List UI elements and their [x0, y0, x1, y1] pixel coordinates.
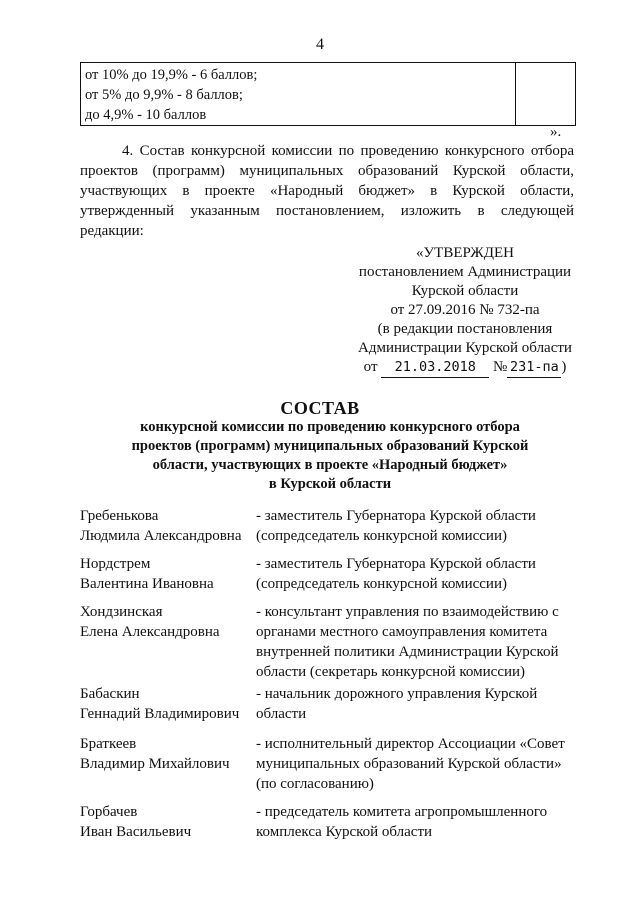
member-given-name: Елена Александровна: [80, 624, 220, 640]
member-role-line: - заместитель Губернатора Курской области: [256, 508, 536, 524]
member-role-line: (сопредседатель конкурсной комиссии): [256, 528, 507, 544]
approval-line: постановлением Администрации: [358, 264, 572, 280]
member-role-line: - исполнительный директор Ассоциации «Совет: [256, 736, 565, 752]
doc-subtitle: [100, 418, 560, 494]
approval-number: 231-па: [507, 358, 561, 378]
member-name: [80, 802, 256, 850]
member-role-line: (сопредседатель конкурсной комиссии): [256, 576, 507, 592]
member-role-line: - консультант управления по взаимодействию с: [256, 604, 559, 620]
member-role: [256, 554, 574, 602]
approval-stamp: [300, 244, 630, 378]
member-surname: Гребенькова: [80, 508, 159, 524]
member-name: [80, 734, 256, 802]
close-paren: ): [561, 359, 567, 375]
member-surname: Нордстрем: [80, 556, 151, 572]
approval-line: Администрации Курской области: [358, 340, 572, 356]
member-name: [80, 506, 256, 554]
member-role-line: области: [256, 706, 307, 722]
subtitle-line: в Курской области: [268, 476, 392, 492]
number-prefix: №: [493, 359, 508, 375]
member-given-name: Иван Васильевич: [80, 824, 192, 840]
page-number: 4: [316, 36, 324, 53]
score-line: от 5% до 9,9% - 8 баллов;: [85, 87, 243, 103]
member-surname: Хондзинская: [80, 604, 163, 620]
member-given-name: Валентина Ивановна: [80, 576, 214, 592]
member-role: [256, 734, 574, 802]
closing-quote: ».: [550, 124, 562, 140]
member-row: [80, 554, 580, 602]
member-surname: Бабаскин: [80, 686, 140, 702]
member-role: [256, 602, 574, 684]
score-table: [80, 62, 576, 126]
date-prefix: от: [363, 359, 378, 375]
approval-line: от 27.09.2016 № 732-па: [390, 302, 540, 318]
member-role-line: - начальник дорожного управления Курской: [256, 686, 538, 702]
member-row: [80, 802, 580, 850]
member-given-name: Геннадий Владимирович: [80, 706, 240, 722]
score-table-cell: [81, 63, 516, 125]
member-role-line: комплекса Курской области: [256, 824, 433, 840]
member-row: [80, 506, 580, 554]
member-row: [80, 734, 580, 802]
doc-title: СОСТАВ: [280, 398, 360, 418]
member-role-line: - председатель комитета агропромышленного: [256, 804, 548, 820]
approval-title: «УТВЕРЖДЕН: [416, 245, 514, 261]
subtitle-line: проектов (программ) муниципальных образований Курской: [131, 438, 529, 454]
member-given-name: Людмила Александровна: [80, 528, 242, 544]
member-surname: Браткеев: [80, 736, 137, 752]
score-line: до 4,9% - 10 баллов: [85, 107, 207, 123]
member-name: [80, 602, 256, 684]
paragraph-4: 4. Состав конкурсной комиссии по проведению конкурсного отбора проектов (программ) муниципальных образований Курской области, участвующих в проекте «Народный бюджет» в Курской области, утвержденный указанным постановлением, изложить в следующей редакции:: [80, 143, 574, 239]
approval-line: Курской области: [411, 283, 519, 299]
member-name: [80, 554, 256, 602]
member-role-line: муниципальных образований Курской области»: [256, 756, 562, 772]
approval-line: (в редакции постановления: [377, 321, 553, 337]
subtitle-line: конкурсной комиссии по проведению конкурсного отбора: [140, 419, 520, 435]
member-surname: Горбачев: [80, 804, 138, 820]
member-role-line: органами местного самоуправления комитета: [256, 624, 548, 640]
member-role-line: области (секретарь конкурсной комиссии): [256, 664, 526, 680]
member-role: [256, 802, 574, 850]
member-role-line: - заместитель Губернатора Курской области: [256, 556, 536, 572]
member-role-line: внутренней политики Администрации Курской: [256, 644, 559, 660]
member-row: [80, 602, 580, 684]
score-line: от 10% до 19,9% - 6 баллов;: [85, 67, 258, 83]
score-table-empty-cell: [516, 63, 575, 125]
member-given-name: Владимир Михайлович: [80, 756, 230, 772]
approval-date: 21.03.2018: [381, 358, 489, 378]
member-role: [256, 684, 574, 734]
approval-date-line: [300, 358, 630, 378]
member-role: [256, 506, 574, 554]
member-role-line: (по согласованию): [256, 776, 374, 792]
member-name: [80, 684, 256, 734]
member-list: [80, 506, 580, 850]
member-row: [80, 684, 580, 734]
subtitle-line: области, участвующих в проекте «Народный бюджет»: [152, 457, 508, 473]
